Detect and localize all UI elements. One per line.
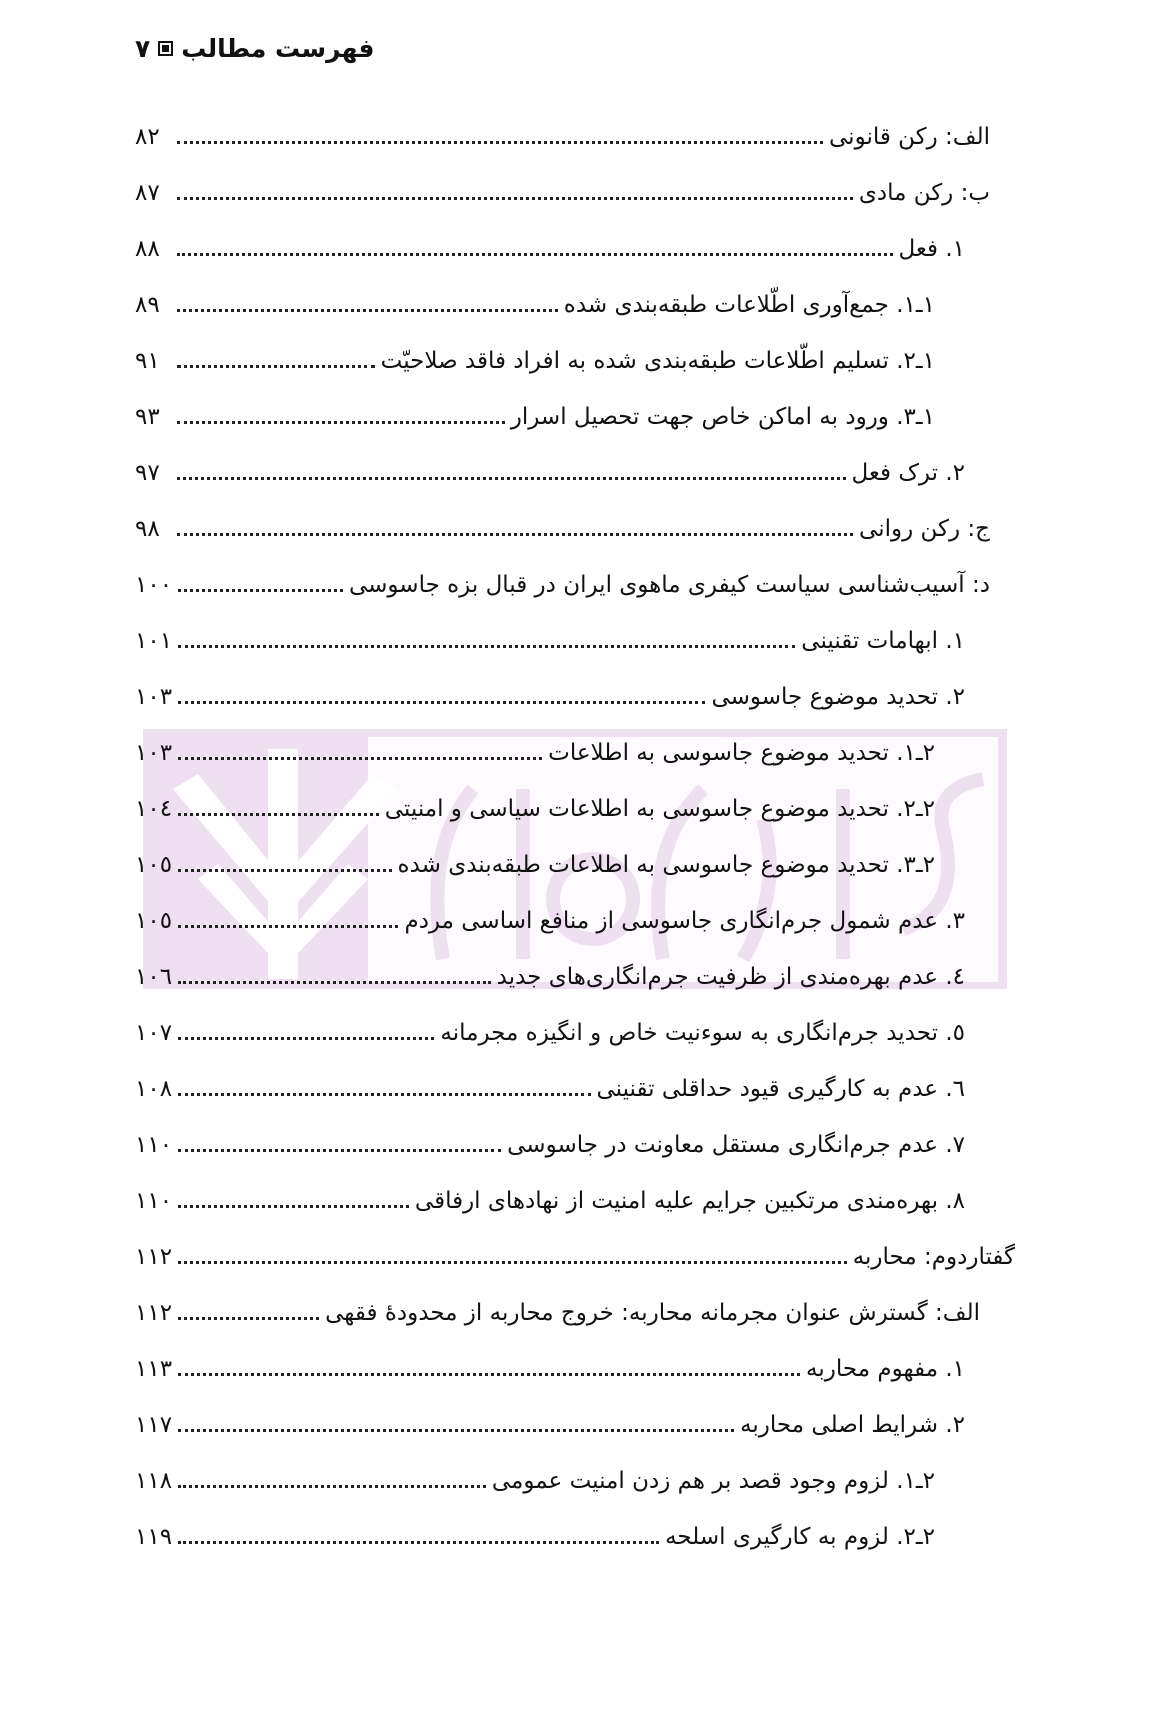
dot-leader: [178, 1540, 659, 1544]
toc-entry-title: ۱ـ۲. تسلیم اطّلاعات طبقه‌بندی شده به افراد فاقد صلاحیّت: [380, 348, 935, 374]
toc-entry-page: ۱۱۰: [135, 1188, 173, 1214]
toc-entry-title: الف: گسترش عنوان مجرمانه محاربه: خروج محاربه از محدودهٔ فقهی: [325, 1300, 980, 1326]
dot-leader: [178, 1428, 734, 1432]
dot-leader: [177, 532, 853, 536]
toc-entry-title: ۲. تحدید موضوع جاسوسی: [711, 684, 965, 710]
toc-entry-page: ۱۰٥: [135, 852, 173, 878]
toc-entry-title: ۲. ترک فعل: [851, 460, 965, 486]
toc-entry-page: ۸۷: [135, 180, 160, 206]
toc-entry[interactable]: [135, 110, 990, 150]
dot-leader: [178, 1372, 800, 1376]
toc-entry-page: ۹۷: [135, 460, 160, 486]
toc-entry-title: ۱ـ۱. جمع‌آوری اطّلاعات طبقه‌بندی شده: [563, 292, 935, 318]
toc-entry-title: ۲ـ۲. لزوم به کارگیری اسلحه: [665, 1524, 935, 1550]
toc-entry-page: ۱۰۰: [135, 572, 173, 598]
toc-entry-page: ۱۰٦: [135, 964, 173, 990]
toc-entry-page: ۸۹: [135, 292, 160, 318]
toc-entry[interactable]: [135, 446, 965, 486]
toc-entry-title: ۲ـ۳. تحدید موضوع جاسوسی به اطلاعات طبقه‌بندی شده: [397, 852, 935, 878]
toc-entry[interactable]: [135, 166, 990, 206]
toc-entry[interactable]: [135, 1454, 935, 1494]
dot-leader: [177, 364, 375, 368]
toc-entry[interactable]: [135, 558, 990, 598]
toc-entry-title: ۱. ابهامات تقنینی: [801, 628, 965, 654]
toc-entry-page: ۱۱۹: [135, 1524, 173, 1550]
toc-entry-title: ج: رکن روانی: [859, 516, 990, 542]
dot-leader: [178, 1484, 486, 1488]
dot-leader: [178, 1316, 319, 1320]
toc-entry[interactable]: [135, 1118, 965, 1158]
toc-entry-page: ۱۰۸: [135, 1076, 173, 1102]
toc-entry-title: ب: رکن مادی: [858, 180, 990, 206]
toc-entry-title: ۲ـ۲. تحدید موضوع جاسوسی به اطلاعات سیاسی و امنیتی: [384, 796, 935, 822]
toc-entry[interactable]: [135, 222, 965, 262]
square-bullet-icon: [158, 41, 173, 56]
dot-leader: [178, 1260, 847, 1264]
toc-entry-title: ۱ـ۳. ورود به اماکن خاص جهت تحصیل اسرار: [510, 404, 935, 430]
toc-entry[interactable]: [135, 1398, 965, 1438]
toc-entry-title: الف: رکن قانونی: [829, 124, 990, 150]
dot-leader: [177, 420, 505, 424]
toc-entry[interactable]: [135, 614, 965, 654]
toc-entry-page: ۱۱۲: [135, 1300, 173, 1326]
toc-entry-page: ۱۰۳: [135, 740, 173, 766]
toc-entry-page: ۱۰۱: [135, 628, 173, 654]
dot-leader: [178, 756, 542, 760]
toc-entry[interactable]: [135, 1006, 965, 1046]
toc-entry-title: ۱. مفهوم محاربه: [806, 1356, 965, 1382]
toc-entry-page: ۱۱۷: [135, 1412, 173, 1438]
toc-entry[interactable]: [135, 502, 990, 542]
toc-entry[interactable]: [135, 782, 935, 822]
toc-entry[interactable]: [135, 950, 965, 990]
toc-entry-title: ۲. شرایط اصلی محاربه: [740, 1412, 965, 1438]
dot-leader: [178, 1092, 590, 1096]
dot-leader: [178, 812, 379, 816]
dot-leader: [177, 476, 846, 480]
header-title: فهرست مطالب: [181, 34, 375, 63]
toc-entry-page: ۱۰۳: [135, 684, 173, 710]
page-header: [135, 34, 375, 63]
dot-leader: [177, 196, 853, 200]
toc-entry-title: ۷. عدم جرم‌انگاری مستقل معاونت در جاسوسی: [507, 1132, 965, 1158]
toc-entry-title: ۲ـ۱. تحدید موضوع جاسوسی به اطلاعات: [548, 740, 935, 766]
dot-leader: [178, 1036, 434, 1040]
toc-entry-title: گفتاردوم: محاربه: [852, 1244, 1015, 1270]
dot-leader: [178, 1204, 409, 1208]
toc-entry-title: ٥. تحدید جرم‌انگاری به سوءنیت خاص و انگیزه مجرمانه: [440, 1020, 965, 1046]
toc-entry[interactable]: [135, 1510, 935, 1550]
toc-entry-page: ۸۸: [135, 236, 160, 262]
toc-entry-page: ۱۱۰: [135, 1132, 173, 1158]
toc-entry-page: ۹۳: [135, 404, 160, 430]
toc-entry-page: ۱۰٥: [135, 908, 173, 934]
toc-entry-title: ۳. عدم شمول جرم‌انگاری جاسوسی از منافع اساسی مردم: [404, 908, 965, 934]
dot-leader: [178, 1148, 501, 1152]
toc-entry[interactable]: [135, 670, 965, 710]
dot-leader: [178, 924, 398, 928]
toc-entry-page: ۱۱۳: [135, 1356, 173, 1382]
toc-entry-title: ٦. عدم به کارگیری قیود حداقلی تقنینی: [596, 1076, 965, 1102]
toc-entry-title: ٤. عدم بهره‌مندی از ظرفیت جرم‌انگاری‌های جدید: [496, 964, 965, 990]
dot-leader: [178, 868, 391, 872]
dot-leader: [178, 980, 491, 984]
toc-entry[interactable]: [135, 278, 935, 318]
toc-entry-page: ۹۸: [135, 516, 160, 542]
toc-entry-page: ۱۰٤: [135, 796, 173, 822]
toc-entry[interactable]: [135, 1342, 965, 1382]
toc-entry-page: ۱۱۲: [135, 1244, 173, 1270]
dot-leader: [177, 140, 823, 144]
dot-leader: [178, 700, 705, 704]
toc-entry-title: ۱. فعل: [898, 236, 965, 262]
toc-entry-page: ۸۲: [135, 124, 160, 150]
toc-entry-page: ۹۱: [135, 348, 160, 374]
toc-entry[interactable]: [135, 390, 935, 430]
toc-entry[interactable]: [135, 334, 935, 374]
toc-entry-title: د: آسیب‌شناسی سیاست کیفری ماهوی ایران در قبال بزه جاسوسی: [348, 572, 990, 598]
header-page-number: ۷: [135, 34, 151, 63]
toc-entry-page: ۱۱۸: [135, 1468, 173, 1494]
toc-entry[interactable]: [135, 1230, 1015, 1270]
dot-leader: [177, 308, 558, 312]
dot-leader: [178, 588, 343, 592]
dot-leader: [178, 644, 795, 648]
dot-leader: [177, 252, 893, 256]
toc-entry-title: ۲ـ۱. لزوم وجود قصد بر هم زدن امنیت عمومی: [491, 1468, 935, 1494]
toc-entry[interactable]: [135, 838, 935, 878]
toc-entry[interactable]: [135, 894, 965, 934]
toc-entry[interactable]: [135, 726, 935, 766]
toc-entry[interactable]: [135, 1062, 965, 1102]
toc-entry[interactable]: [135, 1286, 980, 1326]
toc-entry[interactable]: [135, 1174, 965, 1214]
toc-entry-page: ۱۰۷: [135, 1020, 173, 1046]
toc-entry-title: ۸. بهره‌مندی مرتکبین جرایم علیه امنیت از نهادهای ارفاقی: [414, 1188, 965, 1214]
